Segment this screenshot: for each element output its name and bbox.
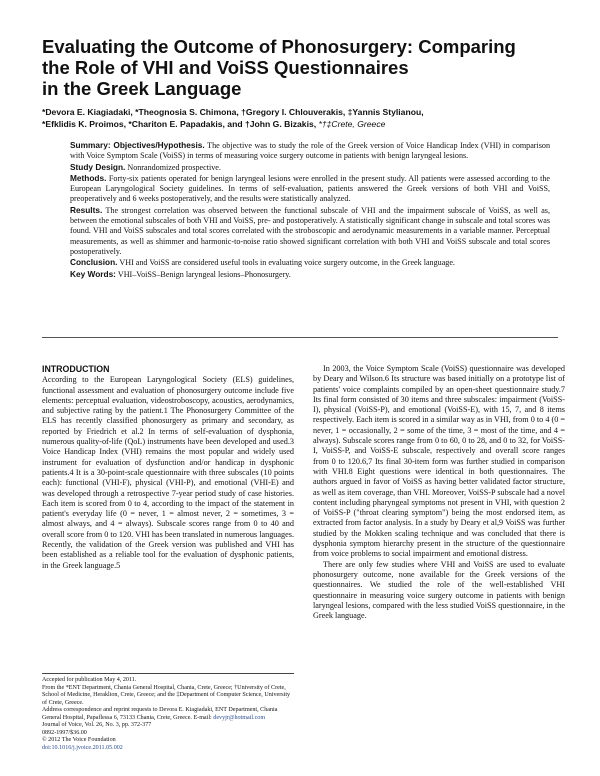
abstract-design [70,162,550,173]
footnotes [42,673,294,752]
abstract-label: Summary: Objectives/Hypothesis. [70,140,205,150]
abstract-label: Key Words: [70,268,116,279]
author-list [42,106,562,130]
footnote-affiliations: From the *ENT Department, Chania General Hospital, Chania, Crete, Greece; †University of Crete, School of Medicine, Heraklion, Crete, Greece; and the ‡Department of Computer Science, University of Crete, Greece. [42,684,291,706]
abstract-text: The strongest correlation was observed between the functional subscale of VHI and the impairment subscale of VoiSS, as well as, between the emotional subscales of both VHI and VoiSS, pre- and postoperatively. A statistically significant change in subscale and total scores was found. VHI and VoiSS subscales and total scores correlated with the stroboscopic and aerodynamic measurements in a variable manner. Perceptual measurements, as well as shimmer and harmonic-to-noise ratio showed significant correlation with both VHI and VoiSS subscale and total scores postoperatively. [70,205,550,256]
intro-paragraph: There are only few studies where VHI and VoiSS are used to evaluate phonosurgery outcome, none available for the Greek versions of the questionnaires. We studied the role of the well-established VHI questionnaire in measuring voice surgery outcome in patients with benign laryngeal lesions, compared with the less studied VoiSS questionnaire, in the Greek language. [313,559,565,621]
title-line: Evaluating the Outcome of Phonosurgery: Comparing [42,36,516,57]
right-column [313,364,565,621]
email-link[interactable]: devyjr@hotmail.com [213,714,266,721]
abstract [70,140,550,280]
title-line: the Role of VHI and VoiSS Questionnaires [42,57,409,78]
abstract-text: VHI and VoiSS are considered useful tools in evaluating voice surgery outcome, in the Greek language. [119,258,455,268]
abstract-methods [70,173,550,205]
abstract-conclusion [70,257,550,268]
abstract-text: VHI–VoiSS–Benign laryngeal lesions–Phonosurgery. [117,269,291,279]
title-line: in the Greek Language [42,78,242,99]
author-line [42,118,562,130]
article-title [42,36,562,99]
abstract-results [70,205,550,257]
footnote-issn: 0892-1997/$36.00 [42,729,87,736]
section-divider [42,337,558,338]
doi-link[interactable]: doi:10.1016/j.jvoice.2011.05.002 [42,744,123,751]
left-column [42,364,294,571]
abstract-summary [70,140,550,162]
abstract-keywords [70,269,550,280]
abstract-text: Nonrandomized prospective. [127,162,221,172]
author-place: *†‡Crete, Greece [318,119,386,129]
abstract-label: Study Design. [70,161,126,172]
section-heading: INTRODUCTION [42,364,110,374]
footnote-address [42,707,294,722]
author-names: *Efklidis K. Proimos, *Chariton E. Papadakis, and †John G. Bizakis, [42,119,317,129]
abstract-text: Forty-six patients operated for benign laryngeal lesions were enrolled in the present study. All patients were assessed according to the European Laryngological Society guidelines. In terms of self-evaluation, patients answered the Greek versions of both VHI and VoiSS, preoperatively and 6 weeks postoperatively, and the results were statistically analyzed. [70,173,550,204]
abstract-label: Methods. [70,172,107,183]
abstract-text: The objective was to study the role of the Greek version of Voice Handicap Index (VHI) in comparison with Voice Symptom Scale (VoiSS) in terms of measuring voice surgery outcome in patients with benign laryngeal lesions. [70,141,550,161]
abstract-label: Results. [70,204,103,215]
footnote-address-text: Address correspondence and reprint requests to Devora E. Kiagiadaki, ENT Department, Chania General Hospital, Papaflessa 6, 73133 Chania, Crete, Greece. E-mail: [42,707,278,721]
abstract-label: Conclusion. [70,257,118,268]
intro-paragraph: In 2003, the Voice Symptom Scale (VoiSS) questionnaire was developed by Deary and Wilson.6 Its structure was based initially on a prototype list of patients' voice complaints compiled by an open-sheet questionnaire study.7 Its final form consisted of 30 items and three subscales: impairment (VoiSS-I), physical (VoiSS-P), and emotional (VoiSS-E), with 15, 7, and 8 items respectively. Each item is scored in a similar way as in VHI, from 0 to 4 (0 = never, 1 = occasionally, 2 = some of the time, 3 = most of the time, and 4 = always). Subscale scores range from 0 to 60, 0 to 28, and 0 to 32, for VoiSS-I, VoiSS-P, and VoiSS-E subscale, respectively and overall score ranges from 0 to 120.6,7 Its final 30-item form was further studied in comparison with VHI.8 Eight questions were identical in both questionnaires. The authors argued in favor of VoiSS as having better validated factor structure, as well as item coverage, than VHI. Moreover, VoiSS-P subscale had a novel content including pharyngeal symptoms not present in VHI, with question 2 of VoiSS-P ("throat clearing symptom") being the most endorsed item, as extracted from factor analysis. In a study by Deary et al,9 VoiSS was further studied by the Mokken scaling technique and was concluded that there is dysphonia symptom hierarchy present in the structure of the questionnaire from voice problems to social impairment and emotional distress. [313,364,565,559]
footnote-journal: Journal of Voice, Vol. 26, No. 3, pp. 372-377 [42,722,152,728]
author-line: *Devora E. Kiagiadaki, *Theognosia S. Chimona, †Gregory I. Chlouverakis, ‡Yannis Stylianou, [42,107,424,117]
intro-paragraph: According to the European Laryngological Society (ELS) guidelines, functional assessment and evaluation of phonosurgery outcome include five elements: perceptual evaluation, videostroboscopy, acoustics, aerodynamics, and subjective rating by the patient.1 The Phonosurgery Committee of the ELS has recently classified phonosurgery as primary and secondary, as reported by Friedrich et al.2 In terms of self-evaluation of dysphonia, numerous quality-of-life (QoL) instruments have been developed and used.3 Voice Handicap Index (VHI) remains the most popular and widely used instrument for evaluation of dysfunction and/or handicap in dysphonic patients.4 It is a 30-point-scale questionnaire with three subscales (10 points each): functional (VHI-F), physical (VHI-P), and emotional (VHI-E) and was developed through a retrospective 7-year period study of case histories. Each item is scored from 0 to 4, according to the impact of the statement in patient's everyday life (0 = never, 1 = almost never, 2 = sometimes, 3 = almost always, and 4 = always). Subscale scores range from 0 to 40 and overall score from 0 to 120. VHI has been translated in numerous languages. Recently, the validation of the Greek version was published and VHI has been established as a reliable tool for the evaluation of dysphonic patients, in the Greek language.5 [42,375,294,570]
footnote-copyright: © 2012 The Voice Foundation [42,737,116,743]
footnote-accepted: Accepted for publication May 4, 2011. [42,677,137,683]
